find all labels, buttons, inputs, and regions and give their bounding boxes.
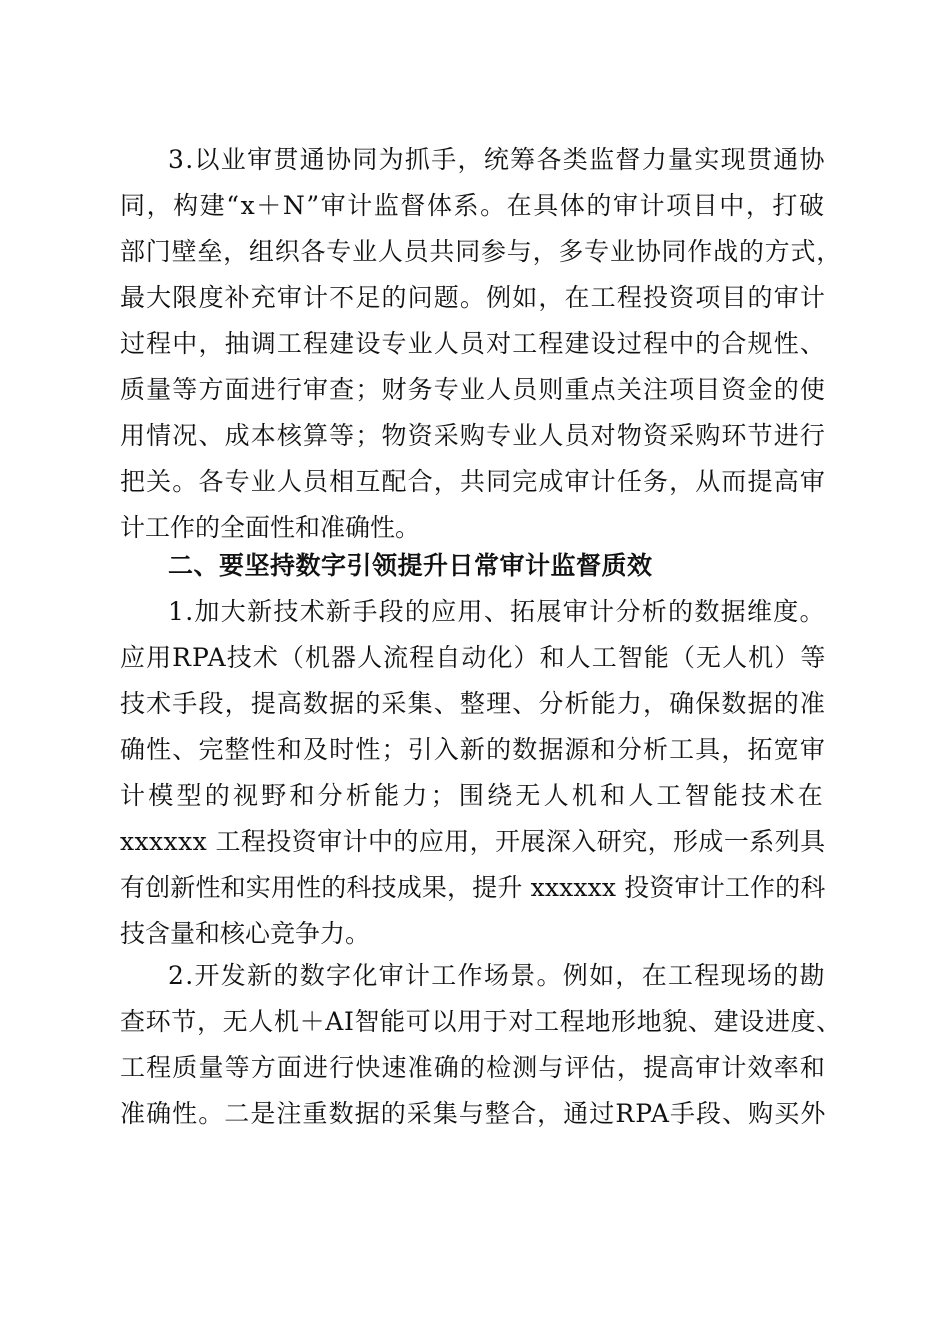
paragraph-2-line-3: 技术手段，提高数据的采集、整理、分析能力，确保数据的准 [120, 689, 826, 718]
paragraph-1-line-2: 同，构建“x＋N”审计监督体系。在具体的审计项目中，打破 [120, 191, 826, 220]
paragraph-1-line-8: 把关。各专业人员相互配合，共同完成审计任务，从而提高审 [120, 467, 826, 496]
paragraph-1-line-4: 最大限度补充审计不足的问题。例如，在工程投资项目的审计 [120, 283, 826, 312]
paragraph-2-line-2: 应用RPA技术（机器人流程自动化）和人工智能（无人机）等 [120, 643, 827, 672]
paragraph-3-line-2: 查环节，无人机＋AI智能可以用于对工程地形地貌、建设进度、 [120, 1007, 842, 1036]
paragraph-1-line-6: 质量等方面进行审查；财务专业人员则重点关注项目资金的使 [120, 375, 826, 404]
paragraph-2-line-8: 技含量和核心竞争力。 [120, 919, 371, 948]
paragraph-2-line-6: xxxxxx 工程投资审计中的应用，开展深入研究，形成一系列具 [120, 827, 826, 856]
paragraph-1-line-1: 3.以业审贯通协同为抓手，统筹各类监督力量实现贯通协 [168, 145, 826, 174]
paragraph-1-line-3: 部门壁垒，组织各专业人员共同参与，多专业协同作战的方式， [120, 237, 843, 266]
paragraph-1-line-5: 过程中，抽调工程建设专业人员对工程建设过程中的合规性、 [120, 329, 826, 358]
paragraph-2-line-5: 计模型的视野和分析能力；围绕无人机和人工智能技术在 [120, 781, 827, 810]
paragraph-2-line-7: 有创新性和实用性的科技成果，提升 xxxxxx 投资审计工作的科 [120, 873, 826, 902]
paragraph-1-line-7: 用情况、成本核算等；物资采购专业人员对物资采购环节进行 [120, 421, 826, 450]
paragraph-2-line-4: 确性、完整性和及时性；引入新的数据源和分析工具，拓宽审 [120, 735, 826, 764]
paragraph-3-line-1: 2.开发新的数字化审计工作场景。例如，在工程现场的勘 [168, 961, 826, 990]
paragraph-3-line-4: 准确性。二是注重数据的采集与整合，通过RPA手段、购买外 [120, 1099, 827, 1128]
paragraph-1-line-9: 计工作的全面性和准确性。 [120, 513, 421, 542]
section-heading: 二、要坚持数字引领提升日常审计监督质效 [168, 551, 653, 580]
paragraph-2-line-1: 1.加大新技术新手段的应用、拓展审计分析的数据维度。 [168, 597, 826, 626]
paragraph-3-line-3: 工程质量等方面进行快速准确的检测与评估，提高审计效率和 [120, 1053, 826, 1082]
